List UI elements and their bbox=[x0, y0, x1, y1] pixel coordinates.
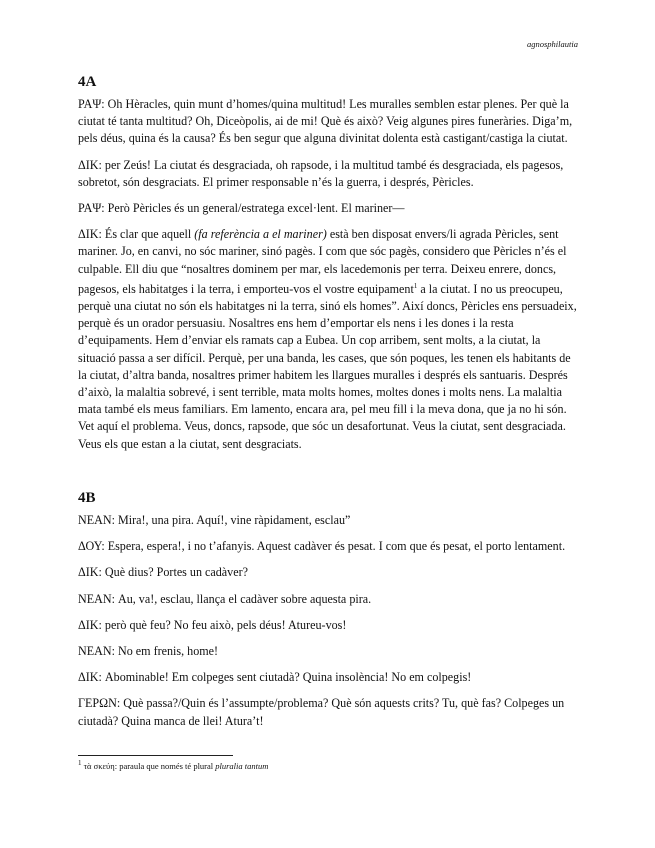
speaker: ΔΙΚ: bbox=[78, 670, 102, 685]
footnote bbox=[78, 759, 268, 771]
paragraph bbox=[78, 226, 578, 453]
line-text: Espera, espera!, i no t’afanyis. Aquest cadàver és pesat. I com que és pesat, el porto lentament. bbox=[104, 539, 566, 554]
dialogue-line bbox=[78, 591, 578, 608]
footnote-italic: pluralia tantum bbox=[215, 760, 269, 771]
paragraph-text: Però Pèricles és un general/estratega excel·lent. El mariner— bbox=[104, 201, 405, 216]
speaker: ΡΑΨ: bbox=[78, 97, 105, 111]
line-text: No em frenis, home! bbox=[114, 644, 219, 659]
speaker: ΝΕΑΝ: bbox=[78, 513, 115, 527]
dialogue-line bbox=[78, 538, 578, 555]
speaker: ΡΑΨ: bbox=[78, 201, 105, 216]
dialogue-line bbox=[78, 643, 578, 660]
speaker: ΝΕΑΝ: bbox=[78, 644, 115, 659]
speaker: ΔΟΥ: bbox=[78, 539, 105, 554]
paragraph-text: És clar que aquell bbox=[101, 227, 195, 242]
line-text: Mira!, una pira. Aquí!, vine ràpidament, esclau” bbox=[114, 513, 351, 527]
paragraph bbox=[78, 96, 578, 148]
speaker: ΓΕΡΩΝ: bbox=[78, 696, 121, 711]
running-head: agnosphilautia bbox=[526, 39, 578, 49]
paragraph-text: està ben disposat envers/li agrada Pèricles, sent mariner. Jo, en canvi, no sóc mariner, sinó pagès. I com que sóc pagès, considero que Pèricles n’és el culpable. Ell diu que “nosaltres dominem per mar, els lacedemonis per terra. Deixeu enrere, doncs, pagesos, els habitatges i la terra, i emporteu-vos el vostre equipament bbox=[78, 227, 567, 296]
paragraph-text: Oh Hèracles, quin munt d’homes/quina multitud! Les muralles semblen estar plenes. Per què la ciutat té tanta multitud? Oh, Diceòpolis, ai de mi! Què és això? Veig algunes pires funeràries. Diga’m, pels déus, quina és la causa? És ben segur que alguna divinitat dolenta està castigant/castiga la ciutat. bbox=[78, 97, 573, 146]
speaker: ΔΙΚ: bbox=[78, 617, 102, 632]
stage-direction: (fa referència a el mariner) bbox=[194, 227, 327, 242]
line-text: Què passa?/Quin és l’assumpte/problema? Què són aquests crits? Tu, què fas? Colpeges un ciutadà? Quina manca de llei! Atura’t! bbox=[78, 696, 565, 728]
section-heading-4b: 4B bbox=[78, 490, 96, 506]
speaker: ΝΕΑΝ: bbox=[78, 591, 115, 606]
dialogue-line bbox=[78, 695, 578, 729]
dialogue-line bbox=[78, 669, 578, 686]
footnote-divider bbox=[78, 755, 233, 756]
paragraph bbox=[78, 200, 578, 217]
footnote-number: 1 bbox=[78, 759, 82, 767]
section-4b-body bbox=[78, 512, 578, 739]
footnote-ref[interactable]: 1 bbox=[413, 281, 418, 290]
line-text: Abominable! Em colpeges sent ciutadà? Quina insolència! No em colpegis! bbox=[101, 670, 472, 685]
footnote-text: paraula que només té plural bbox=[117, 760, 216, 771]
dialogue-line bbox=[78, 512, 578, 529]
speaker: ΔΙΚ: bbox=[78, 157, 102, 172]
footnote-greek: τὰ σκεύη: bbox=[81, 760, 118, 771]
line-text: Què dius? Portes un cadàver? bbox=[101, 565, 248, 580]
dialogue-line bbox=[78, 564, 578, 581]
paragraph-text: per Zeús! La ciutat és desgraciada, oh rapsode, i la multitud també és desgraciada, els pagesos, sobretot, són desgraciats. El primer responsable n’és la guerra, i després, Pèricles. bbox=[78, 157, 564, 189]
dialogue-line bbox=[78, 617, 578, 634]
speaker: ΔΙΚ: bbox=[78, 227, 102, 242]
section-heading-4a: 4A bbox=[78, 74, 97, 90]
paragraph bbox=[78, 157, 578, 191]
line-text: però què feu? No feu això, pels déus! Atureu-vos! bbox=[101, 617, 347, 632]
paragraph-text: a la ciutat. I no us preocupeu, perquè una ciutat no són els habitatges ni la terra, sinó els homes”. Així doncs, Pèricles ens persuadeix, perquè és un orador persuasiu. Nosaltres ens hem d’emportar els nens i les dones i la resta d’equipaments. Hem d’enviar els ramats cap a Eubea. Un cop arribem, sent molts, a la ciutat, la situació passa a ser difícil. Perquè, per una banda, les cases, que són poques, les tenen els habitants de la ciutat, d’altra banda, nosaltres primer habitem les llargues muralles i després els santuaris. Després d’això, la malaltia sobrevé, i sent terrible, mata molts homes, moltes dones i molts nens. La malaltia mata també els meus familiars. Em lamento, encara ara, pel meu fill i la meva dona, que ja no hi són. Vet aquí el problema. Veus, doncs, rapsode, que sóc un desafortunat. Veus la ciutat, sent desgraciada. Veus els que estan a la ciutat, sent desgraciats. bbox=[78, 281, 577, 451]
line-text: Au, va!, esclau, llança el cadàver sobre aquesta pira. bbox=[114, 591, 372, 606]
speaker: ΔΙΚ: bbox=[78, 565, 102, 580]
section-4a-body bbox=[78, 96, 578, 462]
